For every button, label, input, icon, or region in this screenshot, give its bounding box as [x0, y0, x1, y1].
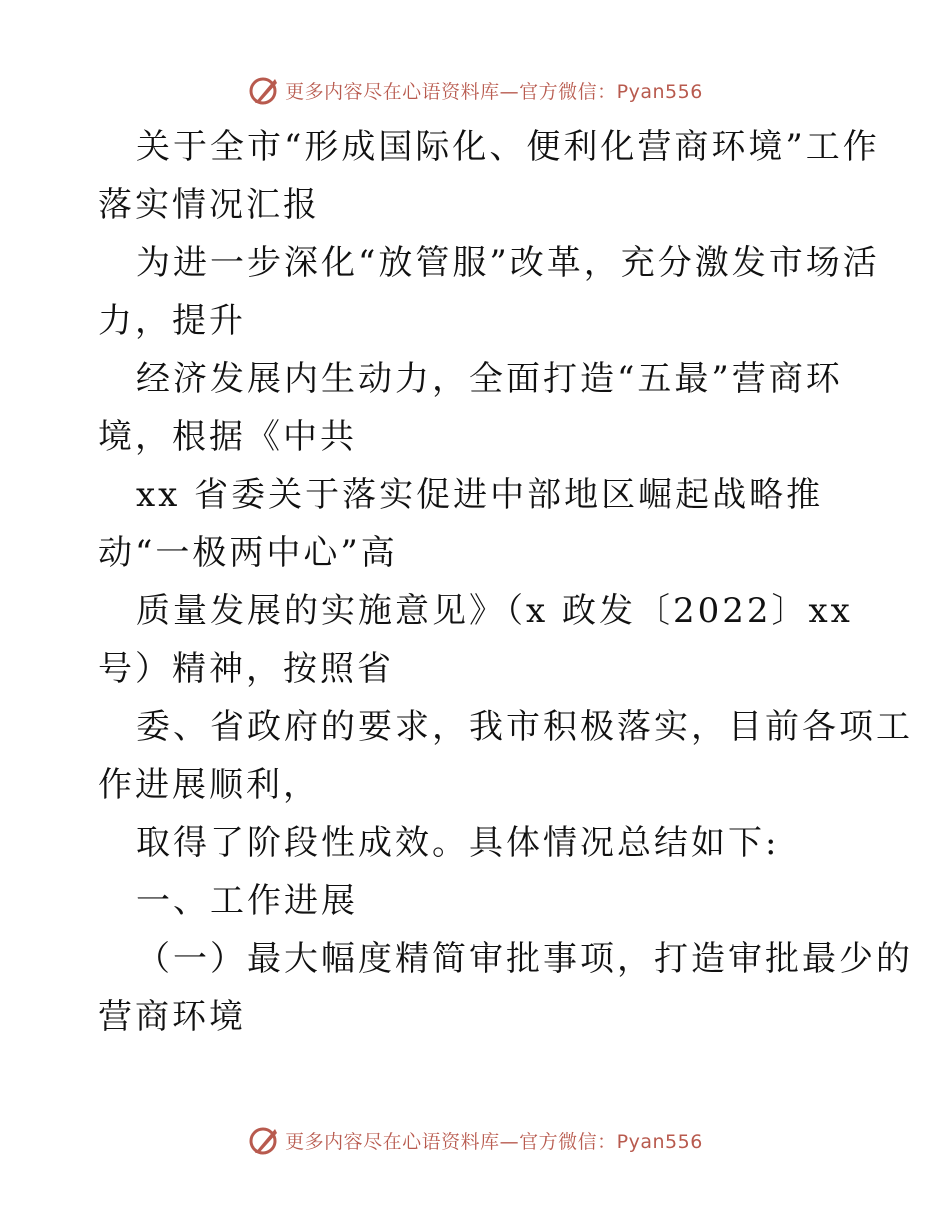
subsection-heading: （一）最大幅度精简审批事项，打造审批最少的 — [136, 939, 913, 979]
text-line: 号）精神，按照省 — [98, 649, 394, 689]
text-line: 取得了阶段性成效。具体情况总结如下: — [136, 823, 780, 863]
text-line: 经济发展内生动力，全面打造“五最”营商环 — [136, 359, 843, 399]
section-heading: 一、工作进展 — [136, 881, 358, 921]
title-line-1: 关于全市“形成国际化、便利化营商环境”工作 — [136, 127, 880, 167]
subsection-heading-cont: 营商环境 — [98, 997, 246, 1037]
footer-watermark — [0, 1120, 950, 1160]
header-watermark — [0, 70, 950, 110]
watermark-text: 更多内容尽在心语资料库—官方微信：Pyan556 — [285, 80, 703, 103]
text-line: 作进展顺利， — [98, 765, 320, 805]
text-line: 质量发展的实施意见》（x 政发〔2022〕xx — [136, 591, 853, 631]
document-body — [98, 118, 913, 1046]
text-line: 境，根据《中共 — [98, 417, 357, 457]
text-line: xx 省委关于落实促进中部地区崛起战略推 — [136, 475, 824, 515]
quill-logo-icon — [247, 73, 281, 107]
quill-logo-icon — [247, 1123, 281, 1157]
title-line-2: 落实情况汇报 — [98, 185, 320, 225]
text-line: 力，提升 — [98, 301, 246, 341]
text-line: 委、省政府的要求，我市积极落实，目前各项工 — [136, 707, 913, 747]
text-line: 为进一步深化“放管服”改革，充分激发市场活 — [136, 243, 880, 283]
text-line: 动“一极两中心”高 — [98, 533, 398, 573]
watermark-text: 更多内容尽在心语资料库—官方微信：Pyan556 — [285, 1130, 703, 1153]
